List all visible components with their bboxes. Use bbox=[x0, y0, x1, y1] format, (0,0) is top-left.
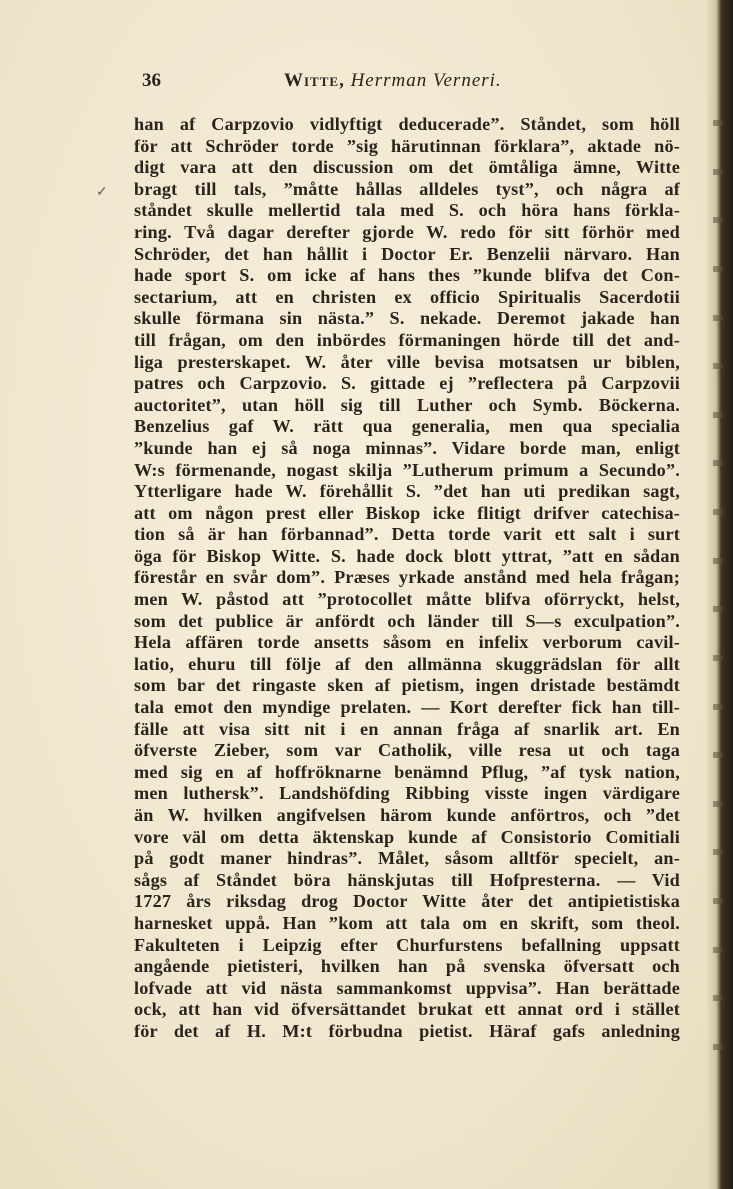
text-line: latio, ehuru till följe af den allmänna skuggrädslan för allt bbox=[134, 653, 680, 674]
margin-mark: ✓ bbox=[96, 184, 108, 200]
text-line: lofvade att vid nästa sammankomst uppvisa”. Han berättade bbox=[134, 977, 680, 998]
text-line: att om någon prest eller Biskop icke flitigt drifver catechisa- bbox=[134, 502, 680, 523]
text-line: men W. påstod att ”protocollet måtte blifva oförryckt, helst, bbox=[134, 589, 680, 610]
text-line: ring. Två dagar derefter gjorde W. redo för sitt förhör med bbox=[134, 221, 680, 242]
text-line: öfverste Zieber, som var Catholik, ville resa ut och taga bbox=[134, 740, 680, 761]
text-line: ”kunde han ej så noga minnas”. Vidare borde man, enligt bbox=[134, 437, 680, 458]
text-line: öga för Biskop Witte. S. hade dock blott yttrat, ”att en sådan bbox=[134, 545, 680, 566]
text-line: liga presterskapet. W. åter ville bevisa motsatsen ur biblen, bbox=[134, 351, 680, 372]
text-line: W:s förmenande, nogast skilja ”Lutherum primum a Secundo”. bbox=[134, 459, 680, 480]
text-line: digt vara att den discussion om det ömtåliga ämne, Witte bbox=[134, 157, 680, 178]
text-line: för att Schröder torde ”sig härutinnan förklara”, aktade nö- bbox=[134, 135, 680, 156]
text-line: bragt till tals, ”måtte hållas alldeles tyst”, och några af bbox=[134, 178, 680, 199]
text-line: angående pietisteri, hvilken han på svenska öfversatt och bbox=[134, 956, 680, 977]
running-title bbox=[284, 66, 502, 96]
running-header bbox=[142, 66, 562, 96]
text-line: ock, att han vid öfversättandet brukat ett annat ord i stället bbox=[134, 999, 680, 1020]
text-line: på godt maner hindras”. Målet, såsom alltför specielt, an- bbox=[134, 848, 680, 869]
text-line: för det af H. M:t förbudna pietist. Häraf gafs anledning bbox=[134, 1020, 680, 1041]
binding-edge bbox=[707, 0, 733, 1189]
text-line: tala emot den myndige prelaten. — Kort derefter fick han till- bbox=[134, 697, 680, 718]
text-line: som det publice är anfördt och länder till S—s exculpation”. bbox=[134, 610, 680, 631]
text-line: hade sport S. om icke af hans thes ”kunde blifva det Con- bbox=[134, 265, 680, 286]
page-number: 36 bbox=[142, 70, 161, 91]
text-line: förestår en svår dom”. Præses yrkade anstånd med hela frågan; bbox=[134, 567, 680, 588]
body-text bbox=[134, 114, 680, 1043]
text-line: 1727 års riksdag drog Doctor Witte åter det antipietistiska bbox=[134, 891, 680, 912]
text-line: Hela affären torde ansetts såsom en infelix verborum cavil- bbox=[134, 632, 680, 653]
text-line: sectarium, att en christen ex officio Spiritualis Sacerdotii bbox=[134, 286, 680, 307]
text-line: som bar det ringaste sken af pietism, ingen dristade bestämdt bbox=[134, 675, 680, 696]
text-line: sågs af Ståndet böra hänskjutas till Hofpresterna. — Vid bbox=[134, 869, 680, 890]
text-line: Schröder, det han hållit i Doctor Er. Benzelii närvaro. Han bbox=[134, 243, 680, 264]
text-line: till frågan, om den inbördes förmaningen hörde till det and- bbox=[134, 329, 680, 350]
text-line: tion så är han förbannad”. Detta torde varit ett salt i surt bbox=[134, 524, 680, 545]
running-title-author: Witte, bbox=[284, 70, 345, 91]
text-line: harnesket uppå. Han ”kom att tala om en skrift, som theol. bbox=[134, 912, 680, 933]
running-title-subject: Herrman Verneri. bbox=[350, 70, 502, 91]
bleed-through-marks bbox=[713, 120, 727, 1050]
text-line: han af Carpzovio vidlyftigt deducerade”. Ståndet, som höll bbox=[134, 114, 680, 134]
text-line: med sig en af hoffröknarne benämnd Pflug, ”af tysk nation, bbox=[134, 761, 680, 782]
text-line: fälle att visa sitt nit i en annan fråga af snarlik art. En bbox=[134, 718, 680, 739]
text-line: men luthersk”. Landshöfding Ribbing visste ingen värdigare bbox=[134, 783, 680, 804]
text-line: auctoritet”, utan höll sig till Luther och Symb. Böckerna. bbox=[134, 394, 680, 415]
text-line: Ytterligare hade W. förehållit S. ”det han uti predikan sagt, bbox=[134, 481, 680, 502]
text-line: ståndet skulle mellertid tala med S. och höra hans förkla- bbox=[134, 200, 680, 221]
text-line: vore väl om detta äktenskap kunde af Consistorio Comitiali bbox=[134, 826, 680, 847]
text-line: än W. hvilken angifvelsen härom kunde anförtros, och ”det bbox=[134, 805, 680, 825]
text-line: skulle förmana sin nästa.” S. nekade. Deremot jakade han bbox=[134, 308, 680, 329]
text-line: Benzelius gaf W. rätt qua generalia, men qua specialia bbox=[134, 416, 680, 437]
text-line: patres och Carpzovio. S. gittade ej ”reflectera på Carpzovii bbox=[134, 373, 680, 394]
text-line: Fakulteten i Leipzig efter Churfurstens befallning uppsatt bbox=[134, 934, 680, 955]
